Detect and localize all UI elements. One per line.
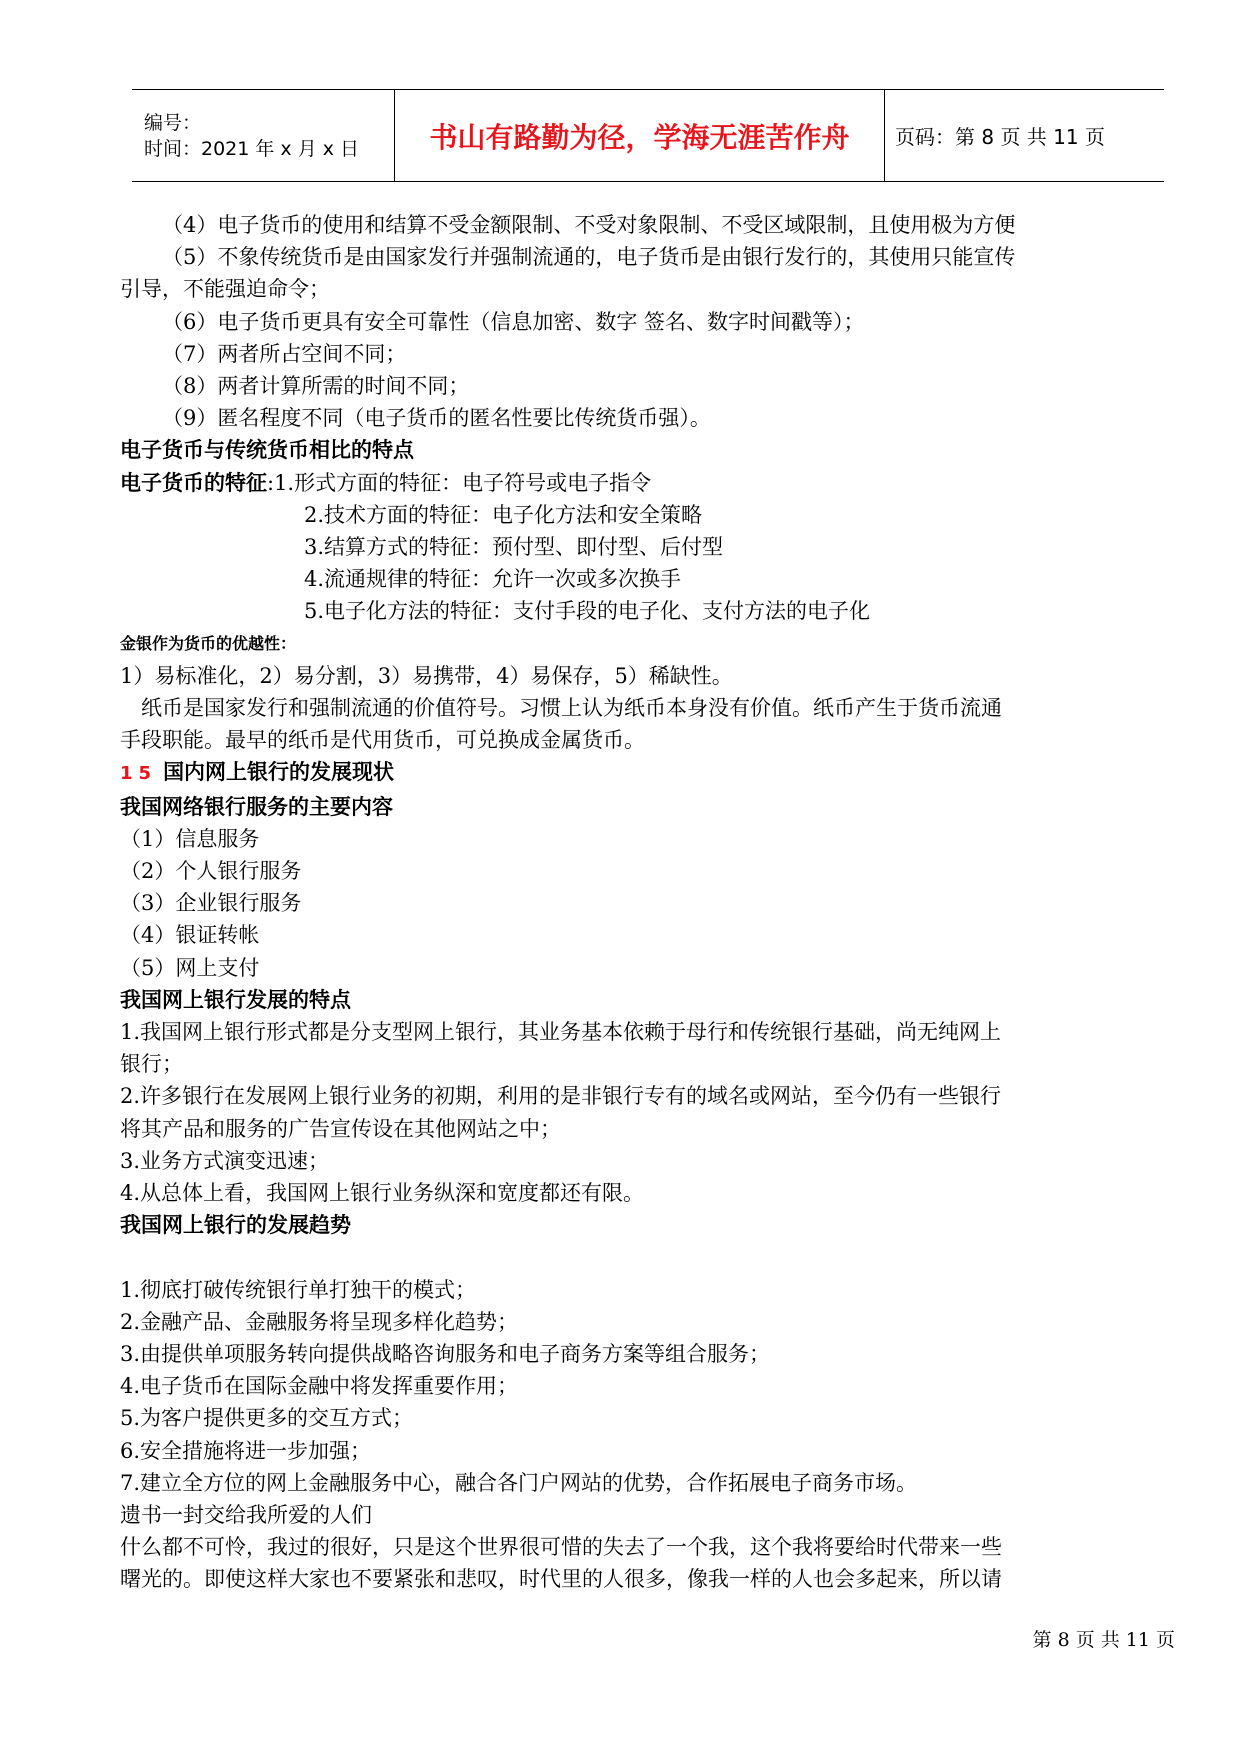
paragraph: 纸币是国家发行和强制流通的价值符号。习惯上认为纸币本身没有价值。纸币产生于货币流通: [141, 696, 1002, 721]
feature-item: 4.流通规律的特征：允许一次或多次换手: [304, 567, 682, 592]
section-number: 15: [120, 763, 158, 785]
feature-item: :1.形式方面的特征：电子符号或电子指令: [267, 470, 652, 495]
list-item: （4）银证转帐: [120, 923, 260, 948]
feature-item: 2.技术方面的特征：电子化方法和安全策略: [304, 502, 703, 527]
feature-item: 5.电子化方法的特征：支付手段的电子化、支付方法的电子化: [304, 599, 871, 624]
paragraph: （7）两者所占空间不同；: [162, 341, 407, 366]
blank-line: [120, 1242, 1182, 1274]
paragraph: （4）电子货币的使用和结算不受金额限制、不受对象限制、不受区域限制，且使用极为方便: [162, 213, 1016, 237]
list-item: 7.建立全方位的网上金融服务中心，融合各门户网站的优势，合作拓展电子商务市场。: [120, 1470, 918, 1495]
feature-line: [120, 467, 1182, 499]
paragraph: 引导，不能强迫命令；: [120, 277, 330, 302]
section-heading: 电子货币与传统货币相比的特点: [120, 438, 414, 463]
document-header: [132, 89, 1164, 182]
paragraph: （9）匿名程度不同（电子货币的匿名性要比传统货币强）。: [162, 406, 711, 431]
list-item: 2.许多银行在发展网上银行业务的初期，利用的是非银行专有的域名或网站，至今仍有一些银行: [120, 1084, 1002, 1109]
section-heading: [120, 756, 1182, 790]
paragraph: 遗书一封交给我所爱的人们: [120, 1502, 372, 1527]
page-footer: 第 8 页 共 11 页: [1032, 1629, 1175, 1651]
section-heading: 我国网上银行发展的特点: [120, 987, 351, 1012]
paragraph: 什么都不可怜，我过的很好，只是这个世界很可惜的失去了一个我，这个我将要给时代带来一些: [120, 1535, 1002, 1560]
feature-heading: 电子货币的特征: [120, 470, 267, 495]
header-meta: [132, 90, 394, 181]
list-item-continuation: 银行；: [120, 1052, 183, 1077]
feature-item: 3.结算方式的特征：预付型、即付型、后付型: [304, 535, 724, 560]
section-title: 国内网上银行的发展现状: [163, 760, 395, 785]
list-item-continuation: 将其产品和服务的广告宣传设在其他网站之中；: [120, 1116, 561, 1141]
list-item: （5）网上支付: [120, 955, 260, 980]
section-heading: 我国网络银行服务的主要内容: [120, 794, 393, 819]
list-item: （2）个人银行服务: [120, 859, 302, 884]
number-label: 编号：: [144, 111, 202, 134]
document-body: [120, 209, 1182, 1596]
list-item: 2.金融产品、金融服务将呈现多样化趋势；: [120, 1309, 519, 1334]
list-item: （1）信息服务: [120, 826, 260, 851]
motto-text: 书山有路勤为径，学海无涯苦作舟: [429, 120, 850, 154]
paragraph: （8）两者计算所需的时间不同；: [162, 374, 470, 399]
list-item: 3.由提供单项服务转向提供战略咨询服务和电子商务方案等组合服务；: [120, 1341, 771, 1366]
list-item: 1.彻底打破传统银行单打独干的模式；: [120, 1277, 477, 1302]
header-page-code: [885, 90, 1164, 181]
list-item: 6.安全措施将进一步加强；: [120, 1438, 372, 1463]
paragraph: 1）易标准化，2）易分割，3）易携带，4）易保存，5）稀缺性。: [120, 663, 733, 688]
paragraph: （6）电子货币更具有安全可靠性（信息加密、数字 签名、数字时间戳等）；: [162, 309, 865, 334]
time-label: 时间：2021 年 x 月 x 日: [144, 137, 360, 160]
header-motto: [394, 90, 885, 181]
list-item: 4.从总体上看，我国网上银行业务纵深和宽度都还有限。: [120, 1181, 645, 1206]
paragraph: 曙光的。即使这样大家也不要紧张和悲叹，时代里的人很多，像我一样的人也会多起来，所以请: [120, 1567, 1002, 1592]
list-item: 5.为客户提供更多的交互方式；: [120, 1406, 414, 1431]
paragraph: （5）不象传统货币是由国家发行并强制流通的，电子货币是由银行发行的，其使用只能宣传: [162, 245, 1016, 270]
section-heading: 我国网上银行的发展趋势: [120, 1213, 351, 1238]
list-item: 3.业务方式演变迅速；: [120, 1148, 330, 1173]
paragraph: 手段职能。最早的纸币是代用货币，可兑换成金属货币。: [120, 728, 645, 753]
list-item: 1.我国网上银行形式都是分支型网上银行，其业务基本依赖于母行和传统银行基础，尚无纯网上: [120, 1020, 1002, 1045]
subheading: 金银作为货币的优越性：: [120, 633, 297, 653]
list-item: （3）企业银行服务: [120, 891, 302, 916]
list-item: 4.电子货币在国际金融中将发挥重要作用；: [120, 1374, 519, 1399]
page-code-text: 页码：第 8 页 共 11 页: [895, 125, 1105, 149]
